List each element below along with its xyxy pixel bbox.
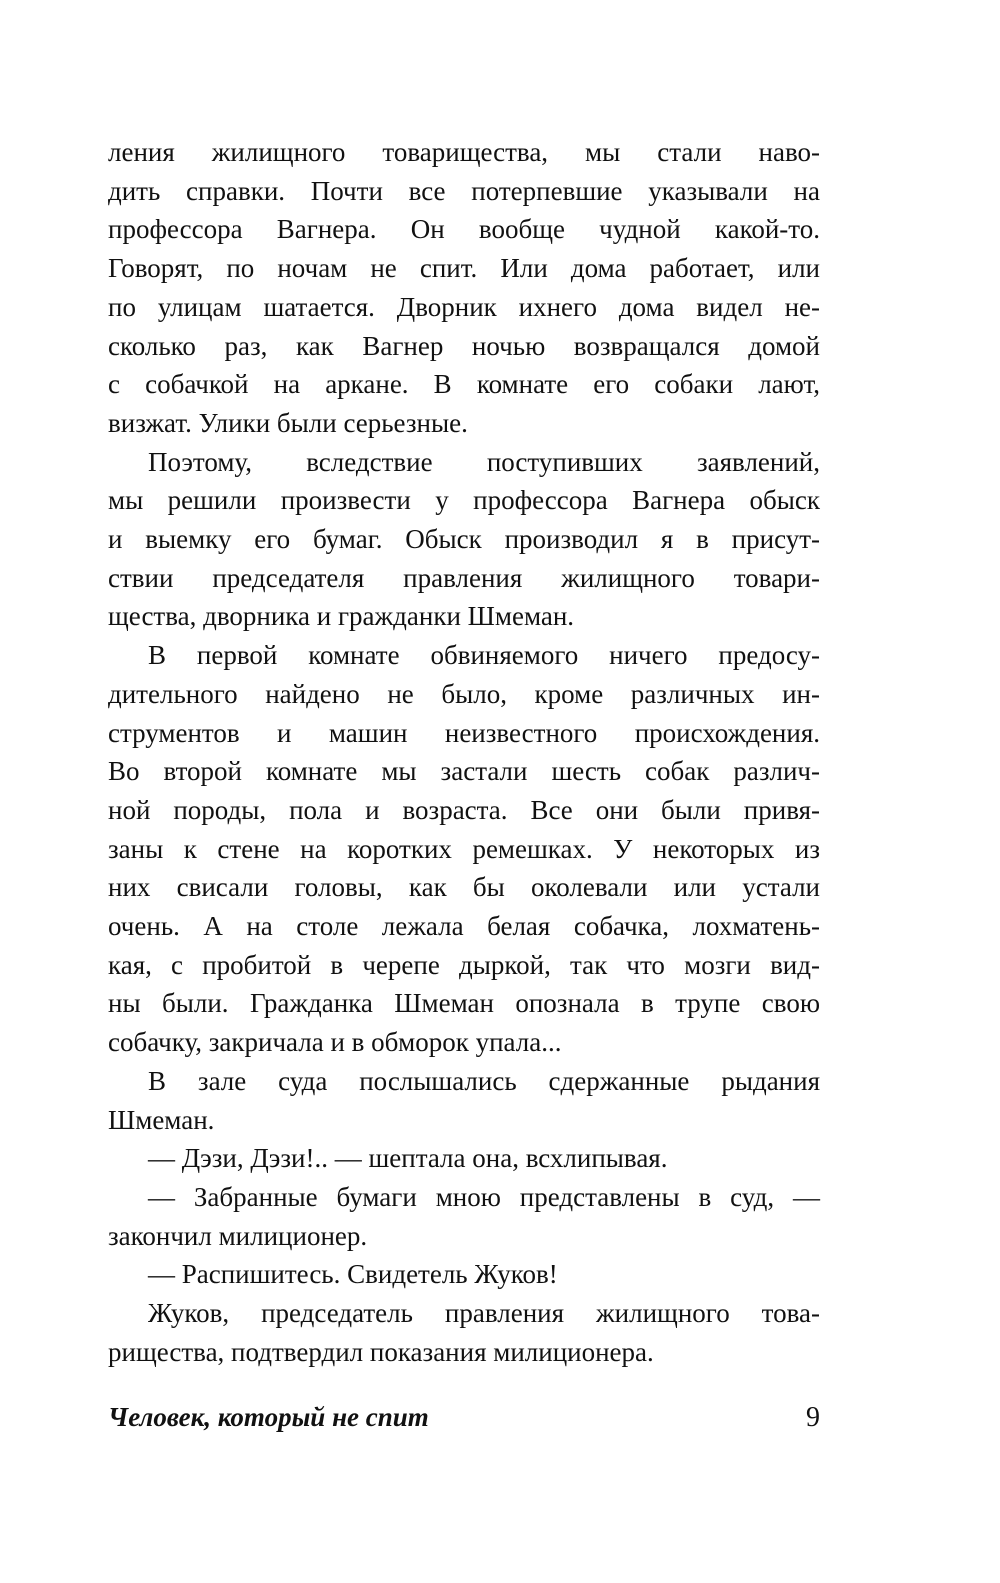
page-footer: [108, 1400, 820, 1435]
body-line: ствии председателя правления жилищного товари-: [108, 562, 820, 593]
body-line: них свисали головы, как бы околевали или устали: [108, 872, 820, 903]
body-line: Жуков, председатель правления жилищного това-: [148, 1298, 820, 1329]
body-line: В зале суда послышались сдержанные рыдания: [148, 1065, 820, 1096]
body-line: кая, с пробитой в черепе дыркой, так что мозги вид-: [108, 949, 820, 980]
page-body-text: [108, 133, 820, 1372]
body-line: сколько раз, как Вагнер ночью возвращался домой: [108, 330, 820, 361]
body-line: ны были. Гражданка Шмеман опознала в трупе свою: [108, 988, 820, 1019]
body-line: Поэтому, вследствие поступивших заявлений,: [148, 446, 820, 477]
page-number: 9: [806, 1402, 820, 1433]
body-line: ления жилищного товарищества, мы стали наво-: [108, 137, 820, 167]
body-line: мы решили произвести у профессора Вагнера обыск: [108, 485, 820, 516]
body-line: визжат. Улики были серьезные.: [108, 407, 468, 438]
body-line: профессора Вагнера. Он вообще чудной какой-то.: [108, 214, 820, 245]
body-line: и выемку его бумаг. Обыск производил я в присут-: [108, 524, 820, 555]
running-title: Человек, который не спит: [108, 1402, 429, 1432]
body-line: дительного найдено не было, кроме различных ин-: [108, 678, 820, 709]
body-line: Говорят, по ночам не спит. Или дома работает, или: [108, 253, 820, 284]
body-line: рищества, подтвердил показания милиционера.: [108, 1336, 654, 1367]
body-line: с собачкой на аркане. В комнате его собаки лают,: [108, 369, 820, 400]
body-line: заны к стене на коротких ремешках. У некоторых из: [108, 833, 820, 864]
body-line: — Забранные бумаги мною представлены в суд, —: [148, 1181, 820, 1212]
body-line: В первой комнате обвиняемого ничего предосу-: [148, 640, 820, 671]
body-line: закончил милиционер.: [108, 1220, 368, 1251]
body-line: Во второй комнате мы застали шесть собак различ-: [108, 756, 820, 787]
body-line: щества, дворника и гражданки Шмеман.: [108, 601, 575, 632]
body-line: очень. А на столе лежала белая собачка, лохматень-: [108, 911, 820, 942]
body-line: — Распишитесь. Свидетель Жуков!: [148, 1259, 558, 1290]
body-line: собачку, закричала и в обморок упала...: [108, 1027, 562, 1058]
body-line: Шмеман.: [108, 1104, 215, 1135]
body-line: струментов и машин неизвестного происхождения.: [108, 717, 820, 748]
body-line: дить справки. Почти все потерпевшие указывали на: [108, 175, 820, 206]
body-line: ной породы, пола и возраста. Все они были привя-: [108, 794, 820, 825]
body-line: — Дэзи, Дэзи!.. — шептала она, всхлипывая.: [148, 1143, 668, 1174]
body-line: по улицам шатается. Дворник ихнего дома видел не-: [108, 291, 820, 322]
